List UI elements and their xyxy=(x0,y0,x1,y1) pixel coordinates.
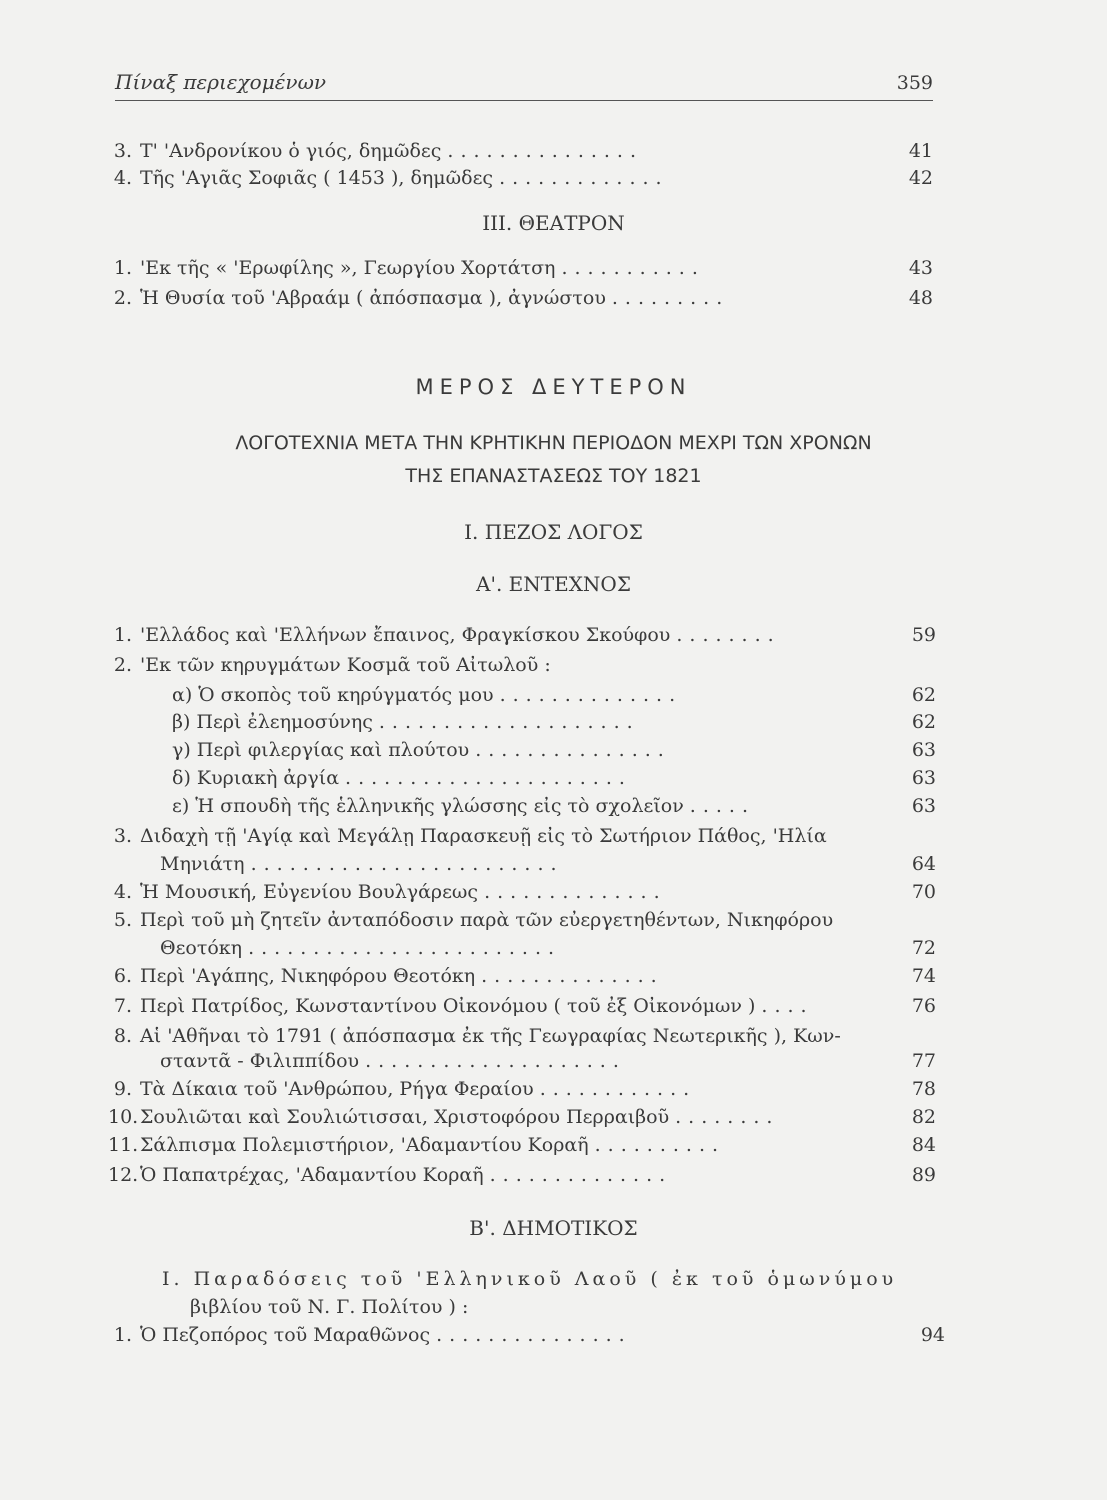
traditions-heading-line1: Ι. Παραδόσεις τοῦ 'Ελληνικοῦ Λαοῦ ( ἐκ τοῦ ὁμωνύμου xyxy=(162,1268,898,1290)
toc-entry: 12.Ὁ Παπατρέχας, 'Αδαμαντίου Κοραῆ .............. xyxy=(108,1164,673,1186)
toc-page: 89 xyxy=(911,1164,936,1186)
toc-entry: 3. Τ' 'Ανδρονίκου ὁ γιός, δημῶδες ............... xyxy=(113,140,644,162)
toc-entry: 6. Περὶ 'Αγάπης, Νικηφόρου Θεοτόκη .............. xyxy=(113,965,664,987)
toc-subentry: γ) Περὶ φιλεργίας καὶ πλούτου ............... xyxy=(172,739,671,761)
toc-page: 59 xyxy=(911,624,936,646)
toc-page: 76 xyxy=(911,995,936,1017)
toc-page: 63 xyxy=(911,795,936,817)
toc-page: 62 xyxy=(911,684,936,706)
toc-entry: 2. Ἡ Θυσία τοῦ 'Αβραάμ ( ἀπόσπασμα ), ἀγνώστου ......... xyxy=(113,287,730,309)
toc-entry: 5. Περὶ τοῦ μὴ ζητεῖν ἀνταπόδοσιν παρὰ τῶν εὐεργετηθέντων, Νικηφόρου xyxy=(113,909,834,931)
section-heading-prose: Ι. ΠΕΖΟΣ ΛΟΓΟΣ xyxy=(464,520,643,544)
subsection-heading-b: Β'. ΔΗΜΟΤΙΚΟΣ xyxy=(469,1216,638,1240)
toc-entry: 8. Αἱ 'Αθῆναι τὸ 1791 ( ἀπόσπασμα ἐκ τῆς Γεωγραφίας Νεωτερικῆς ), Κων- xyxy=(113,1025,841,1047)
toc-page: 43 xyxy=(908,257,933,279)
toc-entry: 9. Τὰ Δίκαια τοῦ 'Ανθρώπου, Ρήγα Φεραίου ............ xyxy=(113,1078,697,1100)
toc-page: 48 xyxy=(908,287,933,309)
toc-page: 63 xyxy=(911,767,936,789)
toc-page: 77 xyxy=(911,1050,936,1072)
toc-entry: 1. 'Ελλάδος καὶ 'Ελλήνων ἔπαινος, Φραγκίσκου Σκούφου ........ xyxy=(113,624,781,646)
toc-page: 62 xyxy=(911,711,936,733)
toc-entry: 7. Περὶ Πατρίδος, Κωνσταντίνου Οἰκονόμου ( τοῦ ἐξ Οἰκονόμων ) .... xyxy=(113,995,814,1017)
toc-subentry: β) Περὶ ἐλεημοσύνης .................... xyxy=(172,711,640,733)
header-title: Πίναξ περιεχομένων xyxy=(115,70,327,94)
toc-entry: 4. Ἡ Μουσική, Εὐγενίου Βουλγάρεως .............. xyxy=(113,881,667,903)
toc-subentry: α) Ὁ σκοπὸς τοῦ κηρύγματός μου .............. xyxy=(172,684,683,706)
toc-page: 82 xyxy=(911,1106,936,1128)
toc-entry-continuation: Θεοτόκη ........................ xyxy=(160,937,562,959)
subsection-heading-a: Α'. ΕΝΤΕΧΝΟΣ xyxy=(476,572,631,596)
part-subtitle-2: ΤΗΣ ΕΠΑΝΑΣΤΑΣΕΩΣ ΤΟΥ 1821 xyxy=(405,465,702,487)
toc-page: 41 xyxy=(908,140,933,162)
toc-page: 72 xyxy=(911,937,936,959)
toc-page: 84 xyxy=(911,1134,936,1156)
toc-entry: 3. Διδαχὴ τῇ 'Αγίᾳ καὶ Μεγάλῃ Παρασκευῇ εἰς τὸ Σωτήριον Πάθος, 'Ηλία xyxy=(113,825,827,847)
part-subtitle-1: ΛΟΓΟΤΕΧΝΙΑ ΜΕΤΑ ΤΗΝ ΚΡΗΤΙΚΗΝ ΠΕΡΙΟΔΟΝ ΜΕΧΡΙ ΤΩΝ ΧΡΟΝΩΝ xyxy=(235,432,872,454)
toc-subentry: ε) Ἡ σπουδὴ τῆς ἑλληνικῆς γλώσσης εἰς τὸ σχολεῖον ..... xyxy=(172,795,755,817)
toc-entry: 10.Σουλιῶται καὶ Σουλιώτισσαι, Χριστοφόρου Περραιβοῦ ........ xyxy=(108,1106,780,1128)
section-heading-theatre: ΙΙΙ. ΘΕΑΤΡΟΝ xyxy=(482,211,625,235)
toc-entry-continuation: σταντᾶ - Φιλιππίδου .................... xyxy=(160,1050,626,1072)
toc-page: 78 xyxy=(911,1078,936,1100)
toc-entry: 1. 'Εκ τῆς « 'Ερωφίλης », Γεωργίου Χορτάτση ........... xyxy=(113,257,705,279)
toc-page: 63 xyxy=(911,739,936,761)
traditions-heading-line2: βιβλίου τοῦ Ν. Γ. Πολίτου ) : xyxy=(190,1296,469,1318)
running-header xyxy=(115,70,933,101)
toc-page: 64 xyxy=(911,853,936,875)
toc-entry-continuation: Μηνιάτη ........................ xyxy=(160,853,564,875)
toc-page: 74 xyxy=(911,965,936,987)
toc-page: 94 xyxy=(920,1324,945,1346)
toc-page: 70 xyxy=(911,881,936,903)
toc-subentry: δ) Κυριακὴ ἀργία ...................... xyxy=(172,767,632,789)
toc-entry: 11.Σάλπισμα Πολεμιστήριον, 'Αδαμαντίου Κοραῆ .......... xyxy=(108,1134,726,1156)
toc-entry: 4. Τῆς 'Αγιᾶς Σοφιᾶς ( 1453 ), δημῶδες ............. xyxy=(113,167,669,189)
toc-entry: 2. 'Εκ τῶν κηρυγμάτων Κοσμᾶ τοῦ Αἰτωλοῦ : xyxy=(113,654,551,676)
toc-page: 42 xyxy=(908,167,933,189)
toc-entry: 1. Ὁ Πεζοπόρος τοῦ Μαραθῶνος ............... xyxy=(113,1324,632,1346)
header-page-number: 359 xyxy=(896,72,933,94)
part-title: ΜΕΡΟΣ ΔΕΥΤΕΡΟΝ xyxy=(415,375,692,399)
